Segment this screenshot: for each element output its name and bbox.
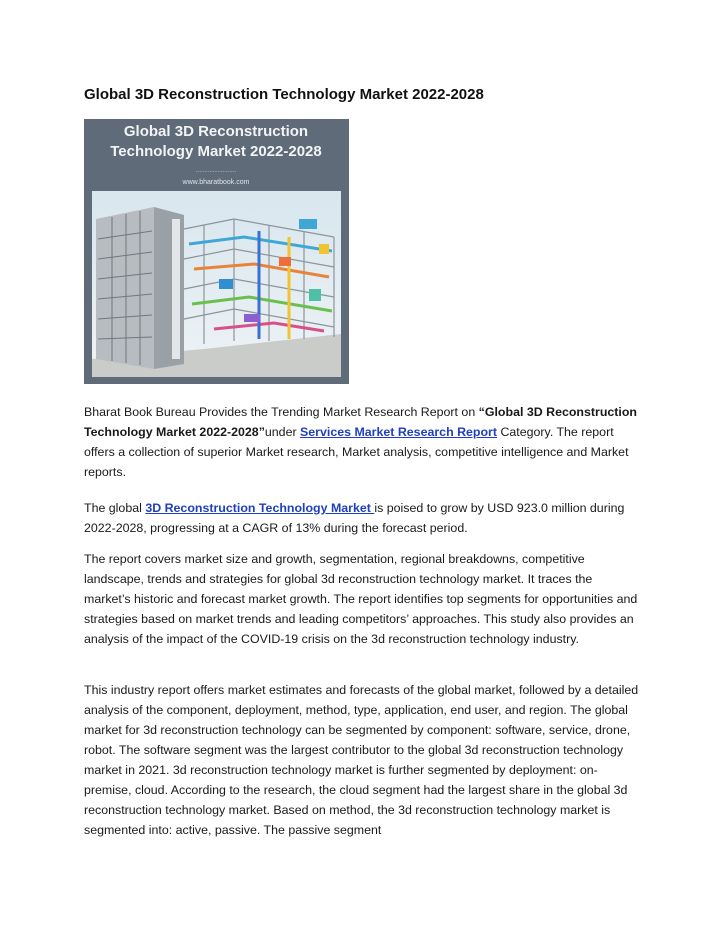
intro-text-c: Category. The report offers a collection of superior Market research, Market analysis, competitive intelligence and Market reports. bbox=[84, 425, 629, 479]
intro-text-a: Bharat Book Bureau Provides the Trending Market Research Report on bbox=[84, 405, 479, 419]
cover-image bbox=[84, 119, 349, 384]
document-title: Global 3D Reconstruction Technology Market 2022-2028 bbox=[84, 86, 484, 103]
intro-report-title: “Global 3D Reconstruction Technology Market 2022-2028” bbox=[84, 405, 637, 439]
services-report-link[interactable]: Services Market Research Report bbox=[300, 425, 498, 439]
building-illustration bbox=[92, 191, 341, 377]
report-coverage-paragraph: The report covers market size and growth, segmentation, regional breakdowns, competitive landscape, trends and strategies for global 3d reconstruction technology market. It traces the market’s historic and forecast market growth. The report identifies top segments for opportunities and strategies based on market trends and leading competitors’ approaches. This study also provides an analysis of the impact of the COVID-19 crisis on the 3d reconstruction technology industry. bbox=[84, 552, 638, 646]
market-link[interactable]: 3D Reconstruction Technology Market bbox=[145, 501, 375, 515]
growth-text-b: is poised to grow by USD 923.0 million during 2022-2028, progressing at a CAGR of 13% during the forecast period. bbox=[84, 501, 625, 535]
growth-text-a: The global bbox=[84, 501, 146, 515]
intro-text-b: under bbox=[264, 425, 301, 439]
intro-paragraph bbox=[84, 402, 640, 482]
segmentation-paragraph: This industry report offers market estimates and forecasts of the global market, followed by a detailed analysis of the component, deployment, method, type, application, end user, and region. The global market for 3d reconstruction technology can be segmented by component: software, service, drone, robot. The software segment was the largest contributor to the global 3d reconstruction technology market in 2021. 3d reconstruction technology market is further segmented by deployment: on-premise, cloud. According to the research, the cloud segment had the largest share in the global 3d reconstruction technology market. Based on method, the 3d reconstruction technology market is segmented into: active, passive. The passive segment bbox=[84, 683, 639, 837]
cover-title-line2: Technology Market 2022-2028 bbox=[110, 143, 322, 160]
market-growth-paragraph bbox=[84, 498, 640, 538]
cover-dots: ........................ bbox=[195, 168, 237, 174]
cover-title-line1: Global 3D Reconstruction bbox=[123, 123, 309, 140]
cover-website: www.bharatbook.com bbox=[182, 179, 250, 186]
